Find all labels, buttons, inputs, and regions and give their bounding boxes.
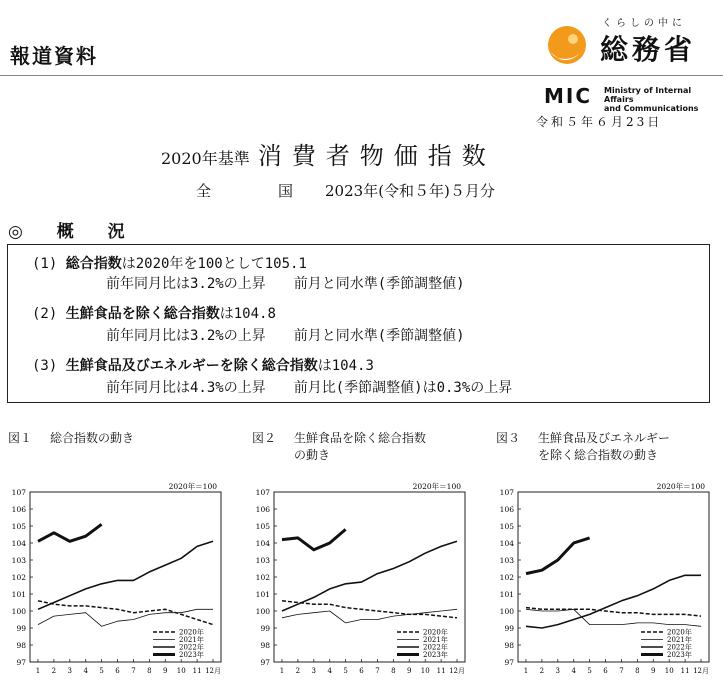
y-tick-label: 105 bbox=[499, 522, 514, 531]
legend-label: 2022年 bbox=[423, 643, 448, 652]
y-tick-label: 102 bbox=[255, 573, 270, 582]
x-tick-label: 7 bbox=[131, 667, 136, 675]
summary-bold: 生鮮食品を除く総合指数 bbox=[65, 306, 220, 322]
title-prefix: 2020年基準 bbox=[161, 149, 250, 168]
x-tick-label: 4 bbox=[571, 667, 576, 675]
x-tick-label: 2 bbox=[51, 667, 57, 675]
summary-item-3 bbox=[32, 355, 374, 375]
legend-label: 2022年 bbox=[179, 643, 204, 652]
x-tick-label: 4 bbox=[327, 667, 332, 675]
x-tick-label: 8 bbox=[635, 667, 640, 675]
summary-number: (3) bbox=[32, 358, 58, 374]
x-tick-label: 10 bbox=[176, 667, 186, 675]
x-tick-label: 12月 bbox=[693, 667, 710, 675]
y-tick-label: 103 bbox=[11, 556, 26, 565]
chart-base-note: 2020年＝100 bbox=[656, 482, 705, 491]
figure-caption-2 bbox=[252, 430, 426, 464]
legend-label: 2023年 bbox=[179, 651, 204, 659]
x-tick-label: 8 bbox=[147, 667, 152, 675]
mic-logo: MIC bbox=[544, 84, 593, 108]
y-tick-label: 107 bbox=[255, 488, 270, 497]
y-tick-label: 99 bbox=[16, 624, 26, 633]
x-tick-label: 1 bbox=[523, 667, 529, 675]
y-tick-label: 99 bbox=[504, 624, 514, 633]
y-tick-label: 97 bbox=[504, 658, 514, 667]
subtitle-area: 全 国 bbox=[196, 182, 320, 200]
y-tick-label: 104 bbox=[11, 539, 26, 548]
figure-title-line-1: 生鮮食品及びエネルギー bbox=[538, 431, 671, 445]
ministry-logo-icon bbox=[544, 22, 590, 68]
y-tick-label: 101 bbox=[11, 590, 26, 599]
x-tick-label: 11 bbox=[192, 667, 202, 675]
legend-label: 2023年 bbox=[667, 651, 692, 659]
mic-english-line-1: Ministry of Internal Affairs bbox=[604, 86, 692, 104]
y-tick-label: 104 bbox=[255, 539, 270, 548]
y-tick-label: 100 bbox=[255, 607, 270, 616]
x-tick-label: 6 bbox=[115, 667, 120, 675]
summary-detail-2: 前年同月比は3.2%の上昇 前月と同水準(季節調整値) bbox=[106, 328, 465, 344]
figure-title-line-2: の動き bbox=[294, 448, 331, 462]
x-tick-label: 10 bbox=[420, 667, 430, 675]
chart-total-index bbox=[0, 480, 240, 690]
x-tick-label: 8 bbox=[391, 667, 396, 675]
figure-title-line-1: 総合指数の動き bbox=[50, 431, 135, 445]
y-tick-label: 97 bbox=[260, 658, 270, 667]
x-tick-label: 5 bbox=[99, 667, 104, 675]
x-tick-label: 11 bbox=[680, 667, 690, 675]
legend-label: 2021年 bbox=[423, 636, 448, 644]
summary-text: は104.8 bbox=[219, 306, 276, 322]
x-tick-label: 7 bbox=[619, 667, 624, 675]
series-line-2021年 bbox=[38, 609, 213, 626]
x-tick-label: 6 bbox=[603, 667, 608, 675]
summary-text: は104.3 bbox=[317, 358, 374, 374]
series-line-2022年 bbox=[526, 575, 701, 628]
summary-number: (2) bbox=[32, 306, 58, 322]
legend-label: 2022年 bbox=[667, 643, 692, 652]
subtitle-period: 2023年(令和５年)５月分 bbox=[325, 182, 495, 200]
document-subtitle bbox=[196, 180, 495, 201]
section-heading: ◎ 概 況 bbox=[8, 222, 139, 242]
y-tick-label: 98 bbox=[504, 641, 514, 650]
figure-number: 図２ bbox=[252, 431, 277, 445]
series-line-2022年 bbox=[38, 541, 213, 609]
summary-item-2 bbox=[32, 303, 276, 323]
summary-bold: 生鮮食品及びエネルギーを除く総合指数 bbox=[65, 358, 318, 374]
summary-bold: 総合指数 bbox=[65, 256, 122, 272]
summary-detail-1: 前年同月比は3.2%の上昇 前月と同水準(季節調整値) bbox=[106, 276, 465, 292]
series-line-2020年 bbox=[282, 601, 457, 618]
mic-english-line-2: and Communications bbox=[604, 104, 699, 113]
chart-core-core-index bbox=[488, 480, 723, 690]
y-tick-label: 101 bbox=[499, 590, 514, 599]
x-tick-label: 12月 bbox=[205, 667, 222, 675]
x-tick-label: 5 bbox=[587, 667, 592, 675]
series-line-2020年 bbox=[526, 608, 701, 617]
x-tick-label: 7 bbox=[375, 667, 380, 675]
series-line-2020年 bbox=[38, 601, 213, 625]
x-tick-label: 9 bbox=[407, 667, 412, 675]
x-tick-label: 9 bbox=[163, 667, 168, 675]
x-tick-label: 2 bbox=[539, 667, 545, 675]
x-tick-label: 3 bbox=[67, 667, 73, 675]
chart-base-note: 2020年＝100 bbox=[412, 482, 461, 491]
series-line-2023年 bbox=[282, 529, 346, 549]
figure-caption-1 bbox=[8, 430, 134, 464]
y-tick-label: 105 bbox=[255, 522, 270, 531]
title-main: 消費者物価指数 bbox=[257, 142, 496, 170]
summary-number: (1) bbox=[32, 256, 58, 272]
x-tick-label: 9 bbox=[651, 667, 656, 675]
y-tick-label: 106 bbox=[255, 505, 270, 514]
x-tick-label: 1 bbox=[35, 667, 41, 675]
y-tick-label: 105 bbox=[11, 522, 26, 531]
x-tick-label: 3 bbox=[555, 667, 561, 675]
series-line-2023年 bbox=[38, 524, 102, 541]
legend-label: 2020年 bbox=[667, 628, 692, 637]
y-tick-label: 104 bbox=[499, 539, 514, 548]
legend-label: 2023年 bbox=[423, 651, 448, 659]
y-tick-label: 103 bbox=[255, 556, 270, 565]
figure-caption-3 bbox=[496, 430, 670, 464]
ministry-name: 総務省 bbox=[600, 33, 697, 66]
summary-item-1 bbox=[32, 253, 307, 273]
figure-title-line-2: を除く総合指数の動き bbox=[538, 448, 659, 462]
y-tick-label: 107 bbox=[499, 488, 514, 497]
summary-detail-3: 前年同月比は4.3%の上昇 前月比(季節調整値)は0.3%の上昇 bbox=[106, 380, 513, 396]
y-tick-label: 100 bbox=[499, 607, 514, 616]
y-tick-label: 106 bbox=[11, 505, 26, 514]
legend-label: 2020年 bbox=[179, 628, 204, 637]
y-tick-label: 99 bbox=[260, 624, 270, 633]
summary-text: は2020年を100として105.1 bbox=[121, 256, 307, 272]
release-date: 令和５年６月23日 bbox=[536, 115, 663, 129]
series-line-2022年 bbox=[282, 541, 457, 611]
y-tick-label: 103 bbox=[499, 556, 514, 565]
x-tick-label: 2 bbox=[295, 667, 301, 675]
document-title bbox=[161, 136, 496, 171]
header-rule bbox=[0, 75, 723, 76]
logo-subtitle: くらしの中に bbox=[602, 18, 686, 29]
figure-number: 図３ bbox=[496, 431, 521, 445]
x-tick-label: 11 bbox=[436, 667, 446, 675]
x-tick-label: 5 bbox=[343, 667, 348, 675]
y-tick-label: 102 bbox=[11, 573, 26, 582]
legend-label: 2021年 bbox=[667, 636, 692, 644]
chart-base-note: 2020年＝100 bbox=[168, 482, 217, 491]
figure-title-line-1: 生鮮食品を除く総合指数 bbox=[294, 431, 427, 445]
chart-core-index bbox=[244, 480, 484, 690]
x-tick-label: 6 bbox=[359, 667, 364, 675]
y-tick-label: 106 bbox=[499, 505, 514, 514]
y-tick-label: 107 bbox=[11, 488, 26, 497]
y-tick-label: 102 bbox=[499, 573, 514, 582]
summary-box bbox=[7, 244, 710, 403]
x-tick-label: 4 bbox=[83, 667, 88, 675]
x-tick-label: 1 bbox=[279, 667, 285, 675]
legend-label: 2021年 bbox=[179, 636, 204, 644]
x-tick-label: 3 bbox=[311, 667, 317, 675]
series-line-2021年 bbox=[282, 609, 457, 623]
y-tick-label: 100 bbox=[11, 607, 26, 616]
mic-english-name bbox=[604, 86, 723, 113]
y-tick-label: 97 bbox=[16, 658, 26, 667]
y-tick-label: 98 bbox=[16, 641, 26, 650]
y-tick-label: 98 bbox=[260, 641, 270, 650]
figure-number: 図１ bbox=[8, 431, 33, 445]
series-line-2023年 bbox=[526, 538, 590, 574]
x-tick-label: 12月 bbox=[449, 667, 466, 675]
legend-label: 2020年 bbox=[423, 628, 448, 637]
y-tick-label: 101 bbox=[255, 590, 270, 599]
press-release-label: 報道資料 bbox=[10, 44, 98, 68]
x-tick-label: 10 bbox=[664, 667, 674, 675]
